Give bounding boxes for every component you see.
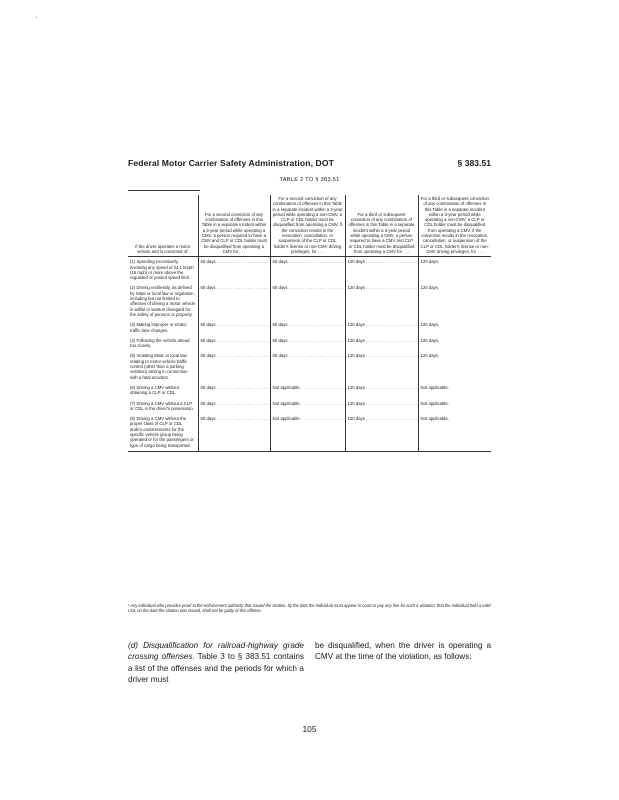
- column-header-third-noncmv: For a third or subsequent conviction of any combination of offenses in this Table in a separate incident within a 3-year period while operating a non-CMV, a CLP or CDL holder must be disqualified from operating a CMV, if the conviction results in the revocation, cancellation, or suspension of the CLP or CDL holder's license or non-CMV driving privileges, for . . .: [418, 195, 491, 257]
- table-row: [128, 383, 491, 399]
- period-cell: 120 days . . .: [345, 414, 418, 451]
- table-row: [128, 399, 491, 415]
- period-cell: 120 days.: [418, 336, 491, 352]
- period-cell: 120 days.: [418, 257, 491, 284]
- period-cell: 120 days . . .: [345, 383, 418, 399]
- offense-cell: (3) Making improper or erratic traffic lane changes.: [130, 322, 187, 333]
- column-header-offense: If the driver operates a motor vehicle and is convicted of:: [128, 195, 198, 257]
- period-cell: 60 days . . .: [198, 414, 270, 451]
- table-row: [128, 283, 491, 320]
- column-header-second-cmv: For a second conviction of any combination of offenses in this Table in a separate incident within a 3-year period while operating a CMV, a person required to have a CMV and CLP or CDL holder must be disqualified from operating a CMV for . . .: [198, 195, 270, 257]
- period-cell: 120 days . . .: [345, 351, 418, 382]
- offense-cell: (8) Driving a CMV without the proper class of CLP or CDL and/or endorsements for the specific vehicle group being operated or for the passengers or type of cargo being transported.: [128, 414, 198, 451]
- period-cell: 120 days . . .: [345, 336, 418, 352]
- period-cell: 60 days . . .: [198, 351, 270, 382]
- offense-cell: (1) Speeding excessively, involving any speed of 24.1 kmph (15 mph) or more above the regulated or posted speed limit.: [130, 259, 194, 281]
- period-cell: 60 days . . .: [198, 383, 270, 399]
- table-row: [128, 320, 491, 336]
- period-cell: 60 days . . .: [198, 257, 270, 284]
- period-cell: 60 days . . .: [270, 336, 345, 352]
- period-cell: Not applicable.: [418, 399, 491, 415]
- table-row: [128, 336, 491, 352]
- offense-cell: (6) Driving a CMV without obtaining a CLP or CDL.: [130, 384, 179, 396]
- offense-cell: (5) Violating State or local law relating to motor vehicle traffic control (other than a parking violation) arising in connection with a fatal accident.: [130, 353, 188, 380]
- offense-cell: (7) Driving a CMV without a CLP or CDL in the driver's possession.: [130, 400, 194, 411]
- period-cell: 60 days . . .: [198, 283, 270, 320]
- body-column-left: [128, 640, 304, 686]
- offense-cell: (2) Driving recklessly, as defined by State or local law or regulation, including but not limited to offenses of driving a motor vehicle in willful or wanton disregard for the safety of persons or property.: [130, 285, 196, 317]
- scan-speck: [36, 17, 37, 18]
- offense-cell: (4) Following the vehicle ahead too closely.: [130, 337, 190, 349]
- period-cell: 120 days . . .: [345, 257, 418, 284]
- period-cell: 120 days . . .: [345, 283, 418, 320]
- period-cell: 60 days . . .: [270, 320, 345, 336]
- page-number: 105: [302, 724, 317, 734]
- paragraph-text-left: Table 3 to § 383.51 contains a list of the offenses and the periods for which a driver must: [128, 652, 305, 685]
- column-header-second-noncmv: For a second conviction of any combination of offenses in this Table in a separate incident within a 3-year period while operating a non-CMV, a CLP or CDL holder must be disqualified from operating a CMV, if the conviction results in the revocation, cancellation, or suspension of the CLP or CDL holder's license or non-CMV driving privileges, for . . .: [270, 195, 345, 257]
- table-top-rule: [128, 190, 200, 191]
- disqualification-table: [128, 195, 491, 452]
- period-cell: 60 days . . .: [198, 336, 270, 352]
- period-cell: 60 days . . .: [198, 320, 270, 336]
- body-column-right: be disqualified, when the driver is operating a CMV at the time of the violation, as follows:: [315, 641, 491, 662]
- table-row: [128, 351, 491, 382]
- period-cell: 60 days . . .: [270, 257, 345, 284]
- period-cell: 120 days.: [418, 351, 491, 382]
- period-cell: 60 days . . .: [270, 283, 345, 320]
- period-cell: 60 days . . .: [270, 351, 345, 382]
- period-cell: 120 days.: [418, 283, 491, 320]
- table-header-row: [128, 195, 491, 257]
- period-cell: 60 days . . .: [198, 399, 270, 415]
- period-cell: Not applicable.: [418, 414, 491, 451]
- table-row: [128, 414, 491, 451]
- running-header-agency: Federal Motor Carrier Safety Administration, DOT: [128, 158, 334, 168]
- period-cell: 120 days . . .: [345, 320, 418, 336]
- period-cell: Not applicable . . .: [270, 414, 345, 451]
- period-cell: 120 days.: [418, 320, 491, 336]
- period-cell: Not applicable.: [418, 383, 491, 399]
- running-header-section: § 383.51: [457, 158, 491, 168]
- table-title: TABLE 2 TO § 383.51: [279, 177, 340, 183]
- column-header-third-cmv: For a third or subsequent conviction of any combination of offenses in this Table in a separate incident within a 3-year period while operating a CMV, a person required to have a CMV and CLP or CDL holder must be disqualified from operating a CMV for . . .: [345, 195, 418, 257]
- period-cell: Not applicable . . .: [270, 399, 345, 415]
- period-cell: Not applicable . . .: [270, 383, 345, 399]
- table-footnote: ¹ Any individual who provides proof to the enforcement authority that issued the citation, by the date the individual must appear in court or pay any fine for such a violation, that the individual held a valid CDL on the date the citation was issued, shall not be guilty of this offense.: [128, 603, 491, 613]
- table-row: [128, 257, 491, 284]
- paragraph-lead: (d) Disqualification for railroad-highway grade crossing offenses.: [128, 641, 304, 662]
- period-cell: 120 days . . .: [345, 399, 418, 415]
